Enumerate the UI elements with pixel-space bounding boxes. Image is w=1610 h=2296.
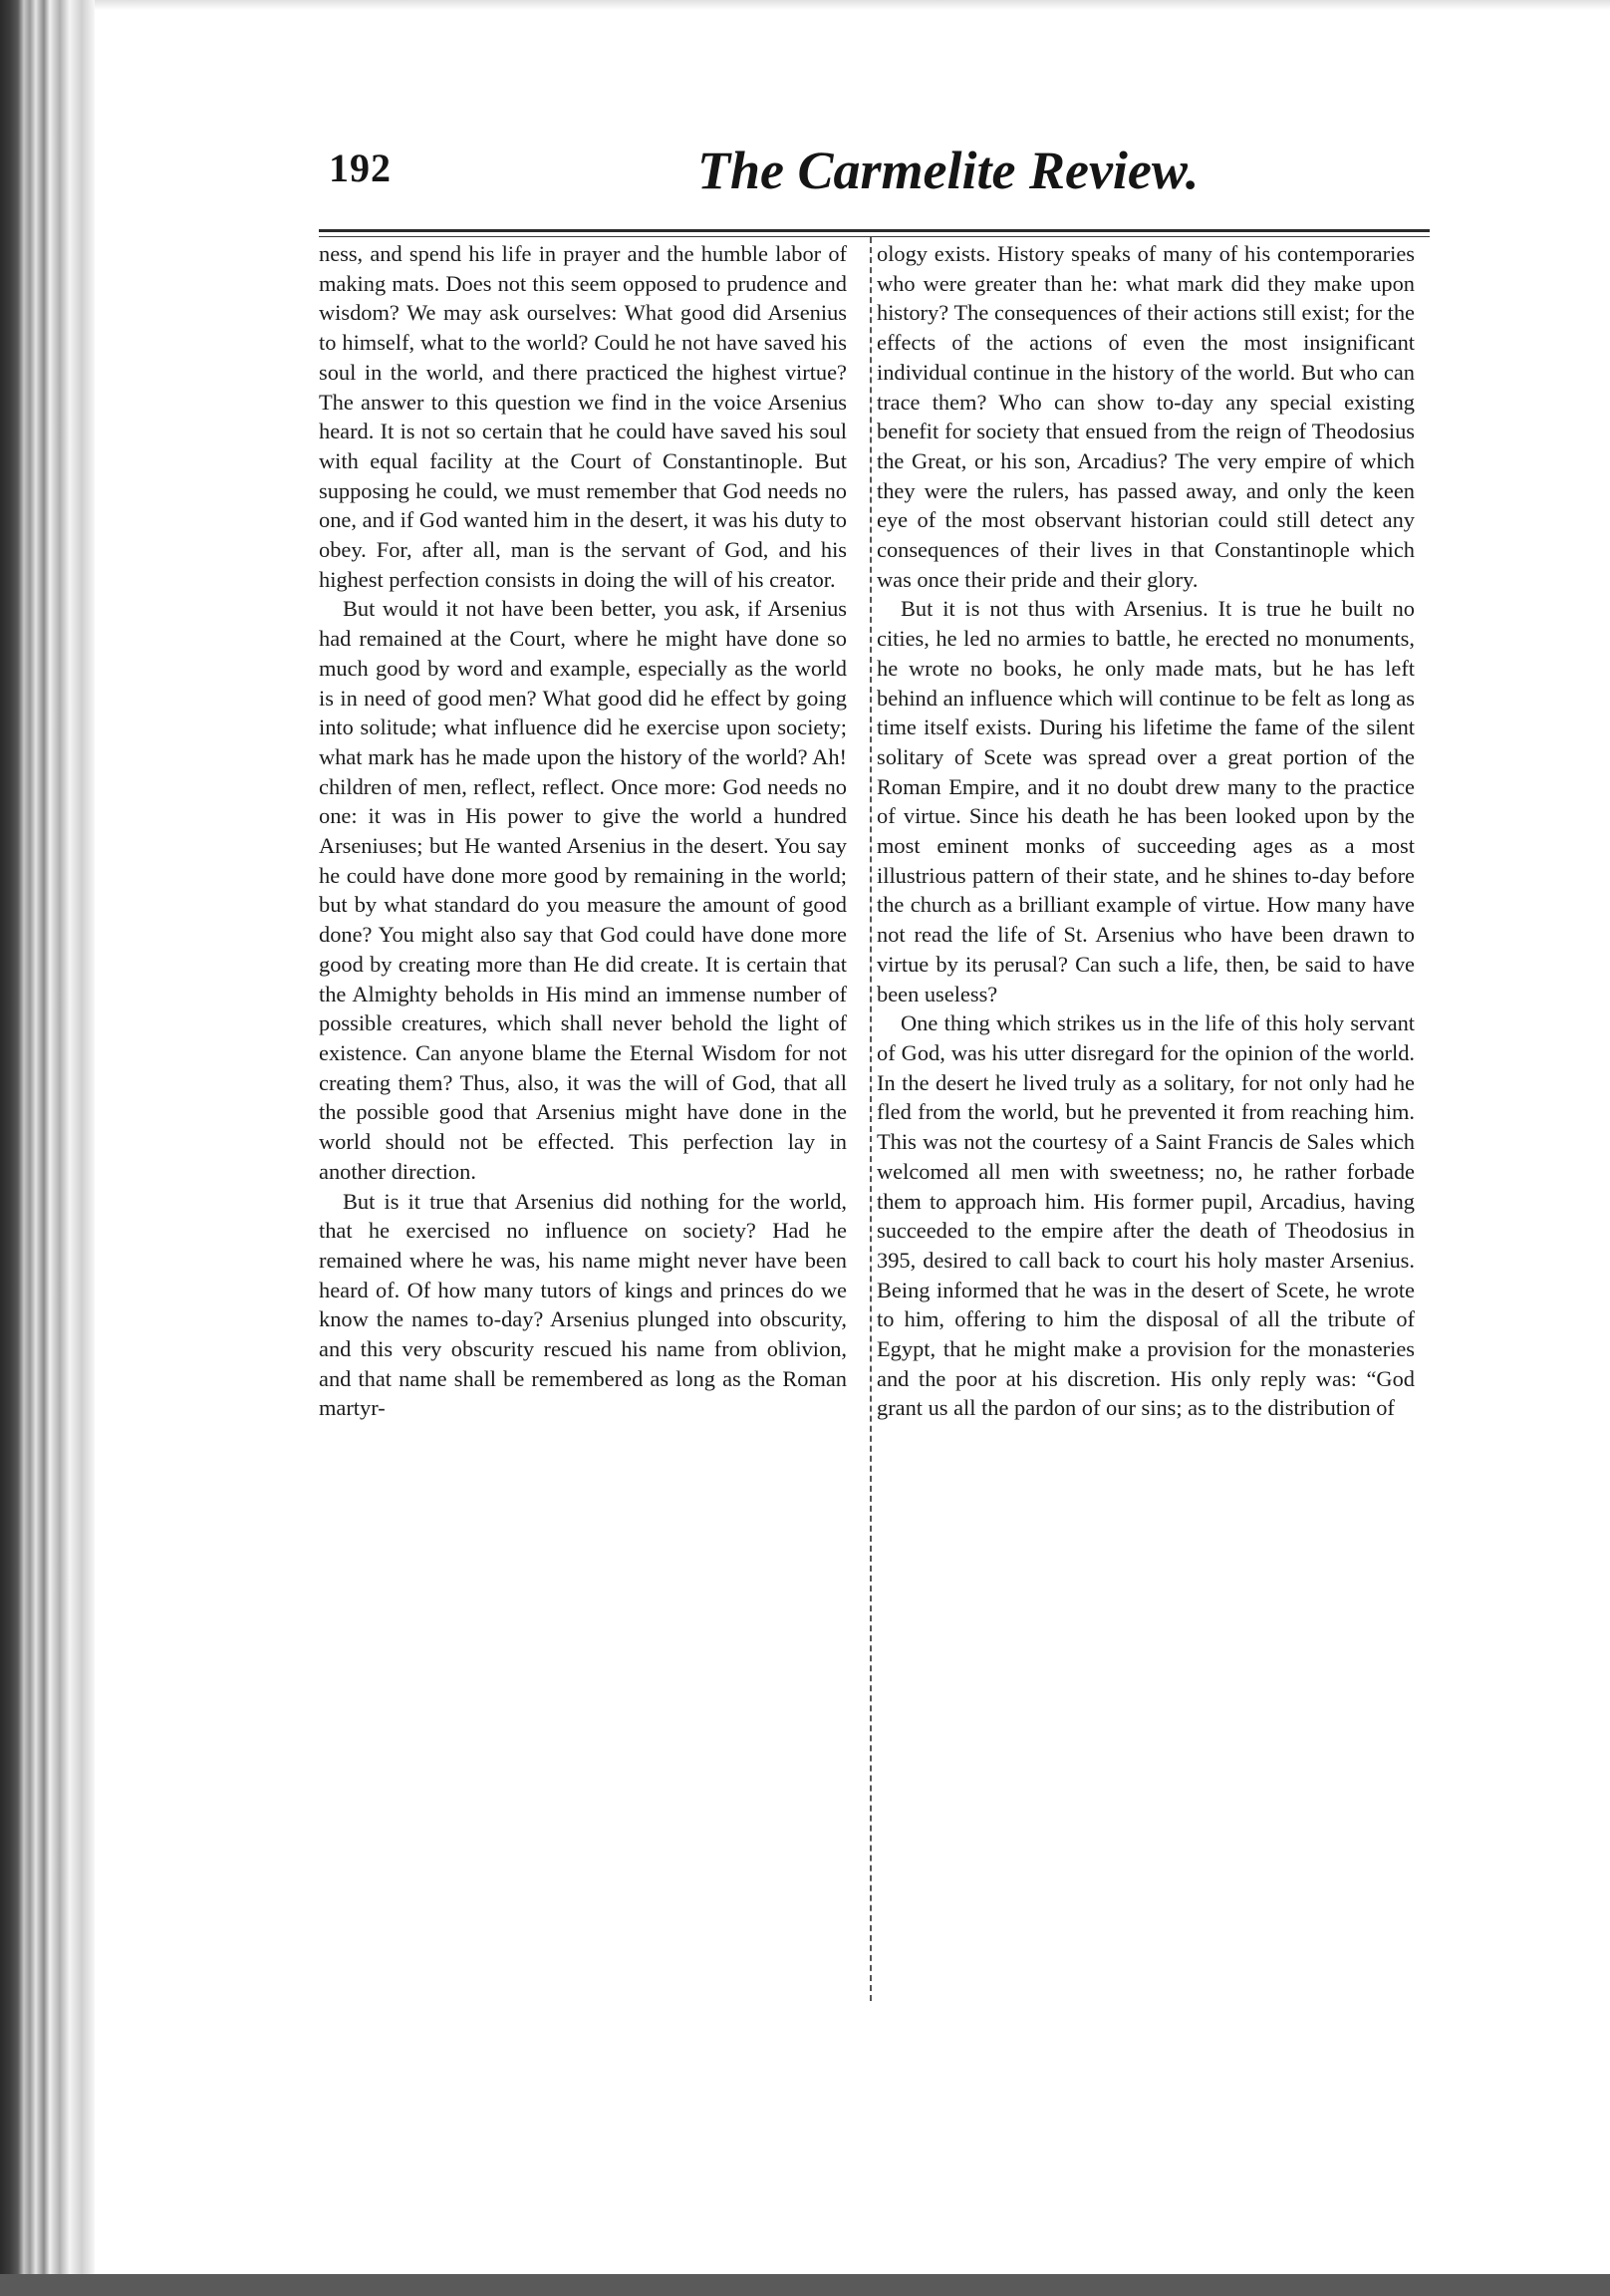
scan-shadow: [95, 0, 1610, 10]
right-column: [877, 239, 1415, 1423]
page-number: 192: [329, 145, 392, 190]
paragraph: One thing which strikes us in the life of this holy servant of God, was his utter disregard for the opinion of the world. In the desert he lived truly as a solitary, for not only had he fled from the world, but he prevented it from reaching him. This was not the courtesy of a Saint Francis de Sales which welcomed all men with sweetness; no, he rather forbade them to approach him. His former pupil, Arcadius, having succeeded to the empire after the death of Theodosius in 395, desired to call back to court his holy master Arsenius. Being informed that he was in the desert of Scete, he wrote to him, offering to him the disposal of all the tribute of Egypt, that he might make a provision for the monasteries and the poor at his discretion. His only reply was: “God grant us all the pardon of our sins; as to the distribution of: [877, 1010, 1415, 1421]
paragraph: ology exists. History speaks of many of his contemporaries who were greater than he: what mark did they make upon history? The consequences of their actions still exist; for the effects of the actions of even the most insignificant individual continue in the history of the world. But who can trace them? Who can show to-day any special existing benefit for society that ensued from the reign of Theodosius the Great, or his son, Arcadius? The very empire of which they were the rulers, has passed away, and only the keen eye of the most observant historian could still detect any consequences of their lives in that Constantinople which was once their pride and their glory.: [877, 241, 1415, 592]
paragraph: But would it not have been better, you ask, if Arsenius had remained at the Court, where he might have done so much good by word and example, especially as the world is in need of good men? What good did he effect by going into solitude; what influence did he exercise upon society; what mark has he made upon the history of the world? Ah! children of men, reflect, reflect. Once more: God needs no one: it was in His power to give the world a hundred Arseniuses; but He wanted Arsenius in the desert. You say he could have done more good by remaining in the world; but by what standard do you measure the amount of good done? You might also say that God could have done more good by creating more than He did create. It is certain that the Almighty beholds in His mind an immense number of possible creatures, which shall never behold the light of existence. Can anyone blame the Eternal Wisdom for not creating them? Thus, also, it was the will of God, that all the possible good that Arsenius might have done in the world should not be effected. This perfection lay in another direction.: [319, 596, 847, 1184]
left-column: [319, 239, 847, 1423]
paragraph: But it is not thus with Arsenius. It is true he built no cities, he led no armies to battle, he erected no monuments, he wrote no books, he only made mats, but he has left behind an influence which will continue to be felt as long as time itself exists. During his lifetime the fame of the silent solitary of Scete was spread over a great portion of the Roman Empire, and it no doubt drew many to the practice of virtue. Since his death he has been looked upon by the most eminent monks of succeeding ages as a most illustrious pattern of their state, and he shines to-day before the church as a brilliant example of virtue. How many have not read the life of St. Arsenius who have been drawn to virtue by its perusal? Can such a life, then, be said to have been useless?: [877, 596, 1415, 1006]
header-rule: [319, 229, 1430, 232]
column-divider: [870, 237, 872, 2001]
paragraph: But is it true that Arsenius did nothing for the world, that he exercised no influence on society? Had he remained where he was, his name might never have been heard of. Of how many tutors of kings and princes do we know the names to-day? Arsenius plunged into obscurity, and this very obscurity rescued his name from oblivion, and that name shall be remembered as long as the Roman martyr-: [319, 1188, 847, 1421]
scan-bottom-edge: [0, 2274, 1610, 2296]
book-binding-edge: [0, 0, 95, 2296]
header-rule-thin: [319, 236, 1430, 237]
journal-title: The Carmelite Review.: [697, 141, 1200, 200]
paragraph: ness, and spend his life in prayer and the humble labor of making mats. Does not this seem opposed to prudence and wisdom? We may ask ourselves: What good did Arsenius to himself, what to the world? Could he not have saved his soul in the world, and there practiced the highest virtue? The answer to this question we find in the voice Arsenius heard. It is not so certain that he could have saved his soul with equal facility at the Court of Constantinople. But supposing he could, we must remember that God needs no one, and if God wanted him in the desert, it was his duty to obey. For, after all, man is the servant of God, and his highest perfection consists in doing the will of his creator.: [319, 241, 847, 592]
